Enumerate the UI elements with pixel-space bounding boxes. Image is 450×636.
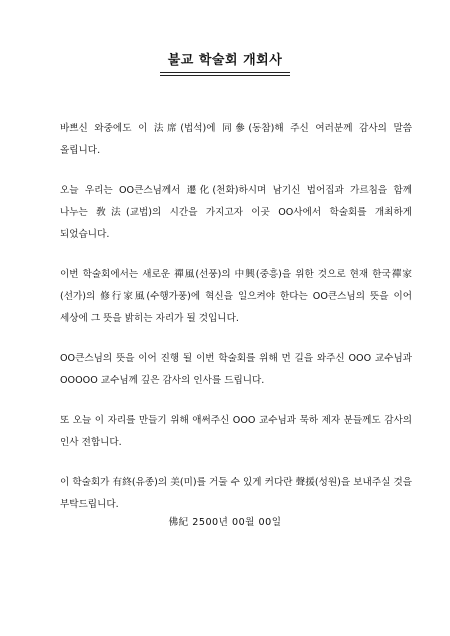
- document-title: 불교 학술회 개회사: [160, 49, 291, 73]
- date-line: 佛紀 2500년 00월 00일: [168, 517, 282, 528]
- paragraph-greeting: 바쁘신 와중에도 이 法席(법석)에 同參(동참)해 주신 여러분께 감사의 말씀 올립니다.: [60, 123, 412, 156]
- paragraph-thanks-staff: 또 오늘 이 자리를 만들기 위해 애써주신 OOO 교수님과 묵하 제자 분들께도 감사의 인사 전합니다.: [60, 415, 412, 448]
- paragraph-purpose: 오늘 우리는 OO큰스님께서 遷化(천화)하시며 남기신 법어집과 가르침을 함께 나누는 敎法(교법)의 시간을 가지고자 이곳 OO사에서 학술회를 개최하게 되었습니다.: [60, 185, 412, 240]
- paragraph-request: 이 학술회가 有終(유종)의 美(미)를 거둘 수 있게 커다란 聲援(성원)을 보내주실 것을 부탁드립니다.: [60, 477, 412, 510]
- paragraph-theme: 이번 학술회에서는 새로운 禪風(선풍)의 中興(중흥)을 위한 것으로 현재 한국禪家(선가)의 修行家風(수행가풍)에 혁신을 일으켜야 한다는 OO큰스님의 뜻을 이어 세상에 그 뜻을 밝히는 자리가 될 것입니다.: [60, 269, 412, 324]
- paragraph-thanks-professors: OO큰스님의 뜻을 이어 진행 될 이번 학술회를 위해 먼 길을 와주신 OOO 교수님과 OOOOO 교수님께 깊은 감사의 인사를 드립니다.: [60, 353, 412, 386]
- title-container: [0, 49, 450, 73]
- body-text: [60, 118, 412, 534]
